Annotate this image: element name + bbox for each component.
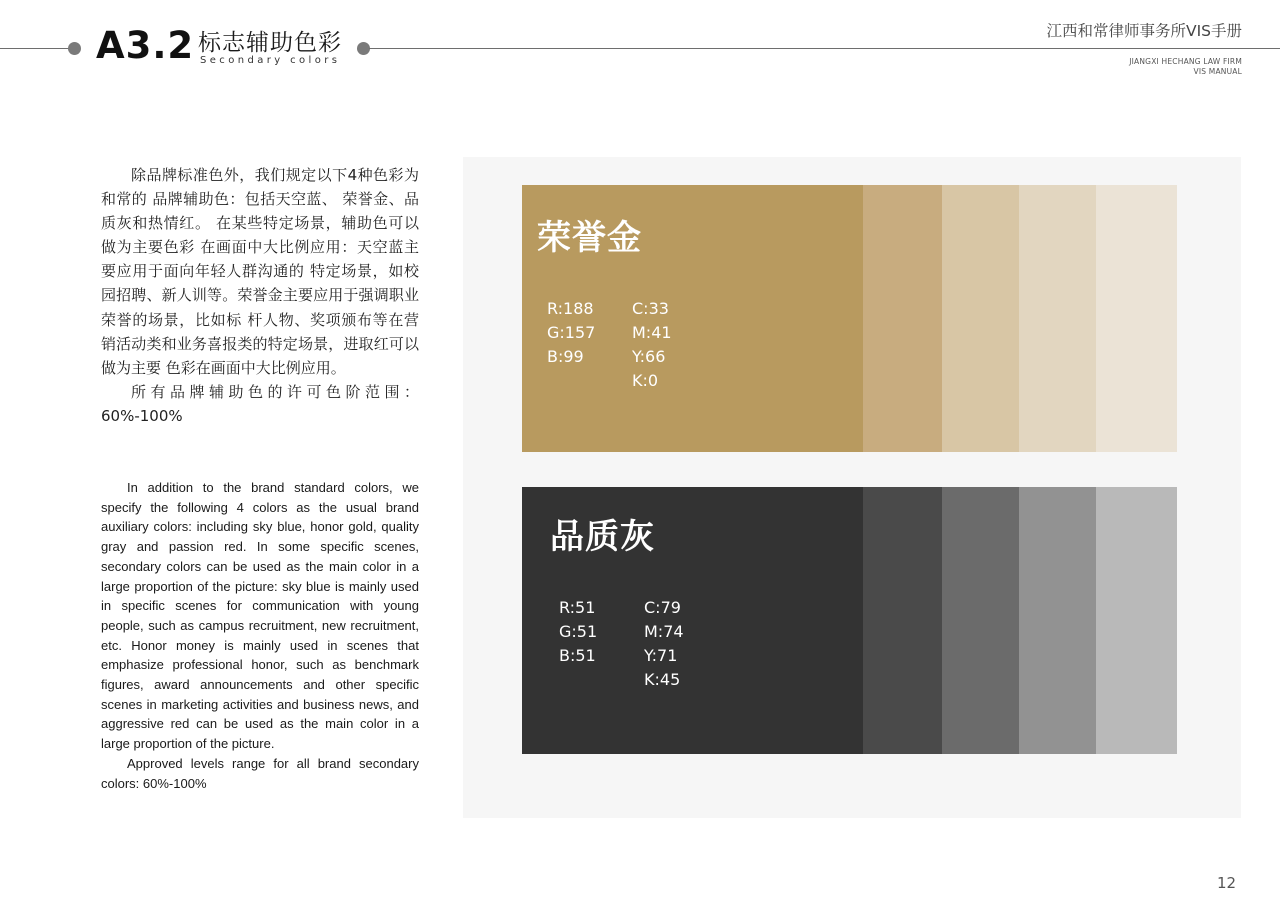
gold-y-value: Y:66 [632, 347, 666, 366]
en-paragraph-2: Approved levels range for all brand secondary colors: 60%-100% [101, 755, 419, 791]
gold-r-value: R:188 [547, 299, 594, 318]
swatch-gray-tint-2 [942, 487, 1019, 754]
manual-title-en-line2: VIS MANUAL [1193, 66, 1242, 76]
gray-y-value: Y:71 [644, 646, 678, 665]
gray-m-value: M:74 [644, 622, 684, 641]
swatch-gold-name: 荣誉金 [537, 218, 642, 258]
manual-title-en [1129, 57, 1242, 76]
header-rule-right [369, 48, 1280, 49]
header-rule-left [0, 48, 74, 49]
swatch-gray-tint-1 [863, 487, 942, 754]
gold-m-value: M:41 [632, 323, 672, 342]
gray-k-value: K:45 [644, 670, 681, 689]
gold-b-value: B:99 [547, 347, 584, 366]
swatch-gold-tint-4 [1096, 185, 1177, 452]
section-title-en: Secondary colors [200, 55, 341, 66]
gray-c-value: C:79 [644, 598, 681, 617]
cn-paragraph-1: 除品牌标准色外，我们规定以下4种色彩为和常的 品牌辅助色：包括天空蓝、 荣誉金、品质灰和热情红。 在某些特定场景，辅助色可以做为主要色彩 在画面中大比例应用：天空蓝主要应用于面向年轻人群沟通的 特定场景，如校园招聘、新人训等。荣誉金主要应用于强调职业荣誉的场景，比如标 杆人物、奖项颁布等在营销活动类和业务喜报类的特定场景，进取红可以做为主要 色彩在画面中大比例应用。 [101, 166, 419, 377]
section-number: A3.2 [96, 24, 195, 67]
cn-paragraph-2: 所有品牌辅助色的许可色阶范围：60%-100% [101, 382, 419, 425]
gold-k-value: K:0 [632, 371, 659, 390]
gold-g-value: G:157 [547, 323, 596, 342]
swatch-gold-tint-1 [863, 185, 942, 452]
manual-title-en-line1: JIANGXI HECHANG LAW FIRM [1129, 57, 1242, 66]
chinese-description [101, 163, 419, 428]
swatch-gold-tint-3 [1019, 185, 1096, 452]
section-title-cn: 标志辅助色彩 [198, 30, 342, 56]
en-paragraph-1: In addition to the brand standard colors, we specify the following 4 colors as the usual brand auxiliary colors: including sky blue, honor gold, quality gray and passion red. In some specific scenes, secondary colors can be used as the main color in a large proportion of the picture: sky blue is mainly used in specific scenes for communication with young people, such as campus recruitment, new recruitment, etc. Honor money is mainly used in scenes that emphasize professional honor, such as benchmark figures, award announcements and other specific scenes in marketing activities and business news, and aggressive red can be used as the main color in a large proportion of the picture. [101, 480, 419, 752]
swatch-gold [522, 185, 1177, 452]
english-description [101, 478, 419, 793]
swatch-gray [522, 487, 1177, 754]
swatch-gray-name: 品质灰 [550, 517, 655, 557]
gray-g-value: G:51 [559, 622, 598, 641]
swatch-gray-tint-3 [1019, 487, 1096, 754]
header-rule-dot-left [68, 42, 81, 55]
swatch-gray-tint-4 [1096, 487, 1177, 754]
swatch-gold-tint-2 [942, 185, 1019, 452]
gold-c-value: C:33 [632, 299, 669, 318]
gray-b-value: B:51 [559, 646, 596, 665]
manual-title-cn: 江西和常律师事务所VIS手册 [1046, 22, 1242, 40]
page-number: 12 [1217, 874, 1237, 892]
gray-r-value: R:51 [559, 598, 596, 617]
